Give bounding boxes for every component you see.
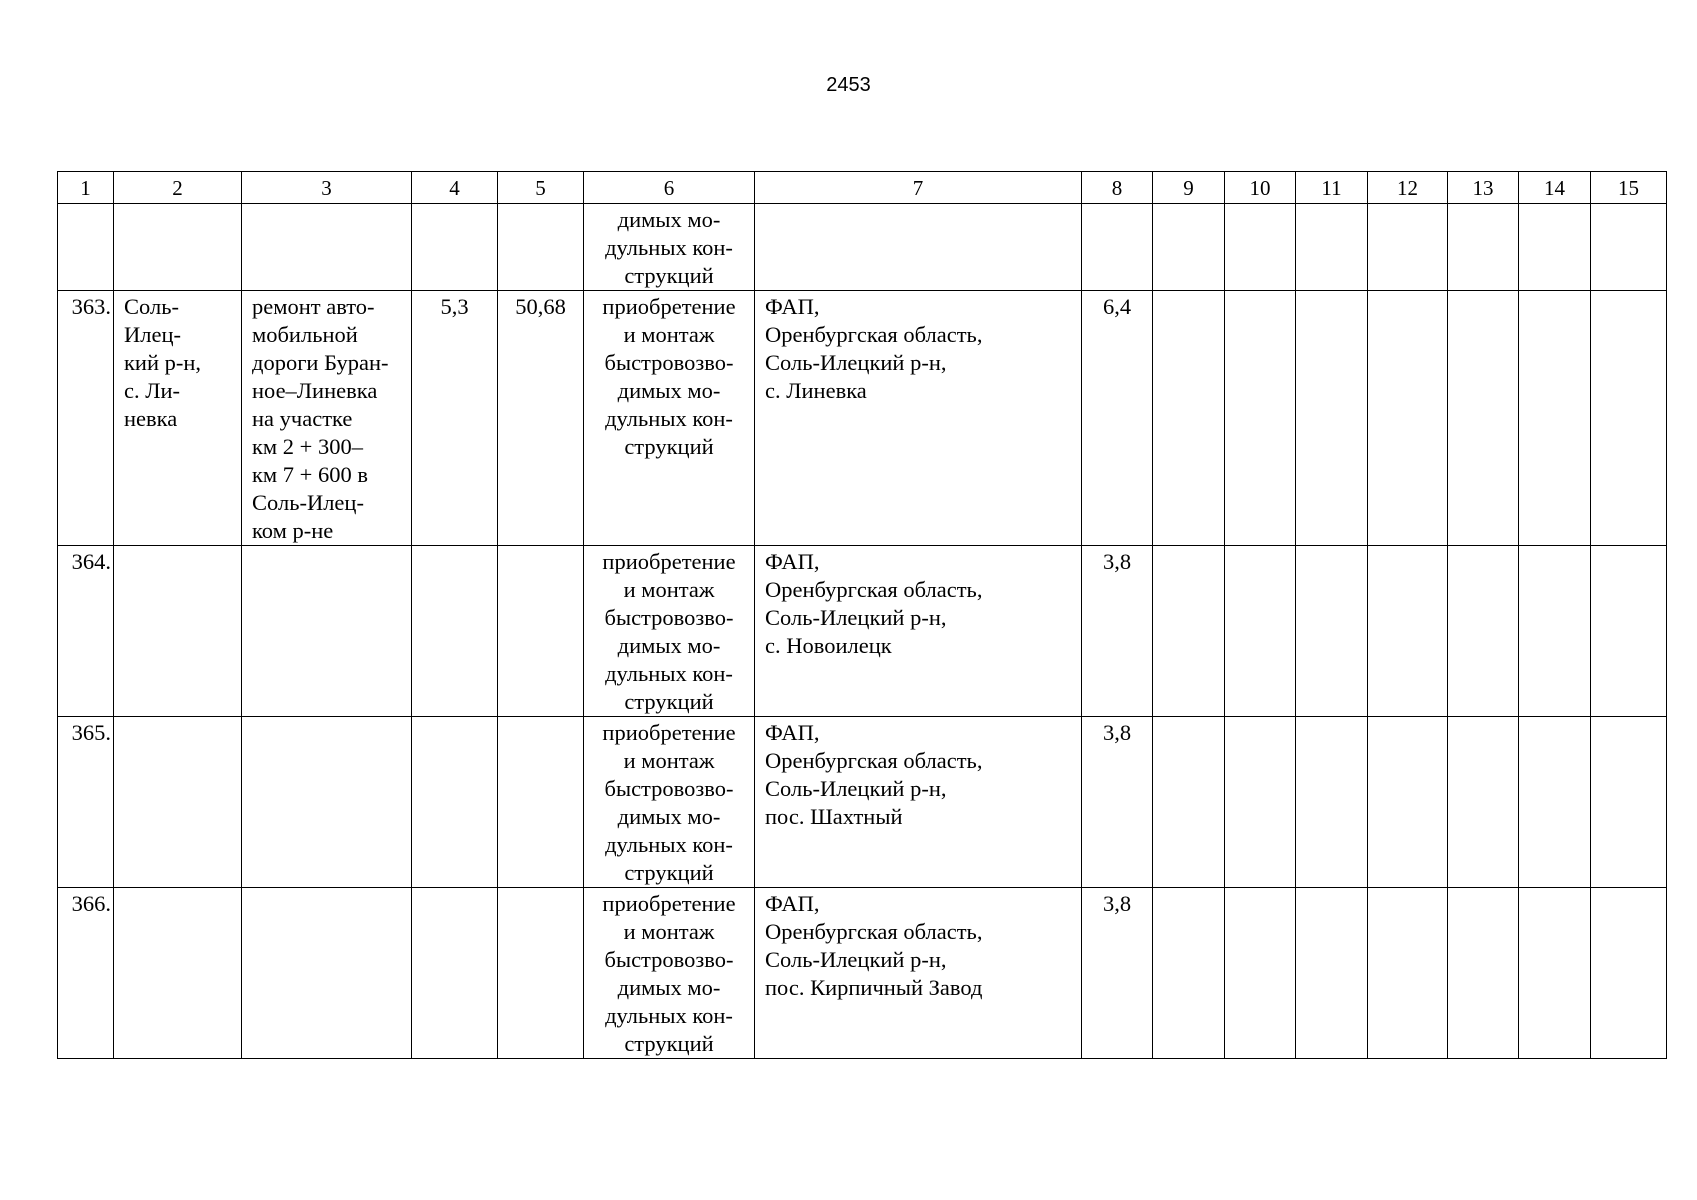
column-header: 15 [1591, 172, 1667, 204]
table-cell [1296, 888, 1368, 1059]
value-cell-col5: 50,68 [498, 291, 584, 546]
table-cell [1591, 888, 1667, 1059]
table-cell [1225, 204, 1296, 291]
table-cell [498, 204, 584, 291]
table-row-continuation [58, 204, 1667, 291]
value-cell-col8: 3,8 [1082, 717, 1153, 888]
table-cell [1153, 888, 1225, 1059]
column-header: 14 [1519, 172, 1591, 204]
column-header: 9 [1153, 172, 1225, 204]
table-cell [1519, 888, 1591, 1059]
value-cell-col4 [412, 888, 498, 1059]
measure-cell: димых мо- дульных кон- струкций [584, 204, 755, 291]
column-header: 5 [498, 172, 584, 204]
column-header: 13 [1448, 172, 1519, 204]
table-cell [1519, 204, 1591, 291]
table-cell [1448, 291, 1519, 546]
locality-cell [114, 546, 242, 717]
column-header: 3 [242, 172, 412, 204]
table-row [58, 888, 1667, 1059]
column-header: 8 [1082, 172, 1153, 204]
table-cell [1368, 204, 1448, 291]
column-header: 1 [58, 172, 114, 204]
table-cell [1225, 888, 1296, 1059]
table-cell [1591, 291, 1667, 546]
page-number: 2453 [826, 74, 871, 96]
column-header: 4 [412, 172, 498, 204]
table-cell [1296, 291, 1368, 546]
row-number: 366. [58, 888, 114, 1059]
table-cell [1448, 204, 1519, 291]
value-cell-col5 [498, 546, 584, 717]
value-cell-col5 [498, 888, 584, 1059]
measure-cell: приобретение и монтаж быстровозво- димых мо- дульных кон- струкций [584, 717, 755, 888]
locality-cell [114, 717, 242, 888]
table-cell [1296, 204, 1368, 291]
table-cell [412, 204, 498, 291]
table-cell [1591, 204, 1667, 291]
header-row [58, 172, 1667, 204]
table-cell [1448, 717, 1519, 888]
facility-cell: ФАП, Оренбургская область, Соль-Илецкий р-н, с. Новоилецк [755, 546, 1082, 717]
table-cell [242, 204, 412, 291]
table-cell [1153, 291, 1225, 546]
locality-cell: Соль- Илец- кий р-н, с. Ли- невка [114, 291, 242, 546]
table-cell [1368, 717, 1448, 888]
column-header: 6 [584, 172, 755, 204]
column-header: 2 [114, 172, 242, 204]
measure-cell: приобретение и монтаж быстровозво- димых мо- дульных кон- струкций [584, 546, 755, 717]
table-row [58, 291, 1667, 546]
measure-cell: приобретение и монтаж быстровозво- димых мо- дульных кон- струкций [584, 291, 755, 546]
table-cell [1153, 204, 1225, 291]
table-cell [1448, 546, 1519, 717]
row-number: 365. [58, 717, 114, 888]
value-cell-col4 [412, 717, 498, 888]
table-cell [1153, 717, 1225, 888]
object-cell: ремонт авто- мобильной дороги Буран- ное–Линевка на участке км 2 + 300– км 7 + 600 в Соль-Илец- ком р-не [242, 291, 412, 546]
value-cell-col8: 3,8 [1082, 546, 1153, 717]
table-cell [1153, 546, 1225, 717]
column-header: 7 [755, 172, 1082, 204]
table-cell [1225, 291, 1296, 546]
table-cell [1082, 204, 1153, 291]
table-cell [1448, 888, 1519, 1059]
column-header: 10 [1225, 172, 1296, 204]
table-cell [1519, 546, 1591, 717]
data-table [57, 171, 1667, 1059]
table-cell [1519, 717, 1591, 888]
value-cell-col4: 5,3 [412, 291, 498, 546]
table-cell [1296, 546, 1368, 717]
table-cell [1368, 888, 1448, 1059]
value-cell-col4 [412, 546, 498, 717]
measure-cell: приобретение и монтаж быстровозво- димых мо- дульных кон- струкций [584, 888, 755, 1059]
table-cell [1519, 291, 1591, 546]
table-row [58, 546, 1667, 717]
row-number: 363. [58, 291, 114, 546]
object-cell [242, 888, 412, 1059]
object-cell [242, 546, 412, 717]
table-cell [1591, 717, 1667, 888]
table-cell [1368, 546, 1448, 717]
value-cell-col5 [498, 717, 584, 888]
table-cell [1591, 546, 1667, 717]
table-cell [1368, 291, 1448, 546]
value-cell-col8: 6,4 [1082, 291, 1153, 546]
table-cell [1296, 717, 1368, 888]
locality-cell [114, 888, 242, 1059]
table-cell [58, 204, 114, 291]
facility-cell: ФАП, Оренбургская область, Соль-Илецкий р-н, с. Линевка [755, 291, 1082, 546]
table-cell [114, 204, 242, 291]
value-cell-col8: 3,8 [1082, 888, 1153, 1059]
column-header: 12 [1368, 172, 1448, 204]
facility-cell: ФАП, Оренбургская область, Соль-Илецкий р-н, пос. Шахтный [755, 717, 1082, 888]
object-cell [242, 717, 412, 888]
table-cell [1225, 546, 1296, 717]
facility-cell: ФАП, Оренбургская область, Соль-Илецкий р-н, пос. Кирпичный Завод [755, 888, 1082, 1059]
table-cell [755, 204, 1082, 291]
row-number: 364. [58, 546, 114, 717]
table-cell [1225, 717, 1296, 888]
table-row [58, 717, 1667, 888]
column-header: 11 [1296, 172, 1368, 204]
